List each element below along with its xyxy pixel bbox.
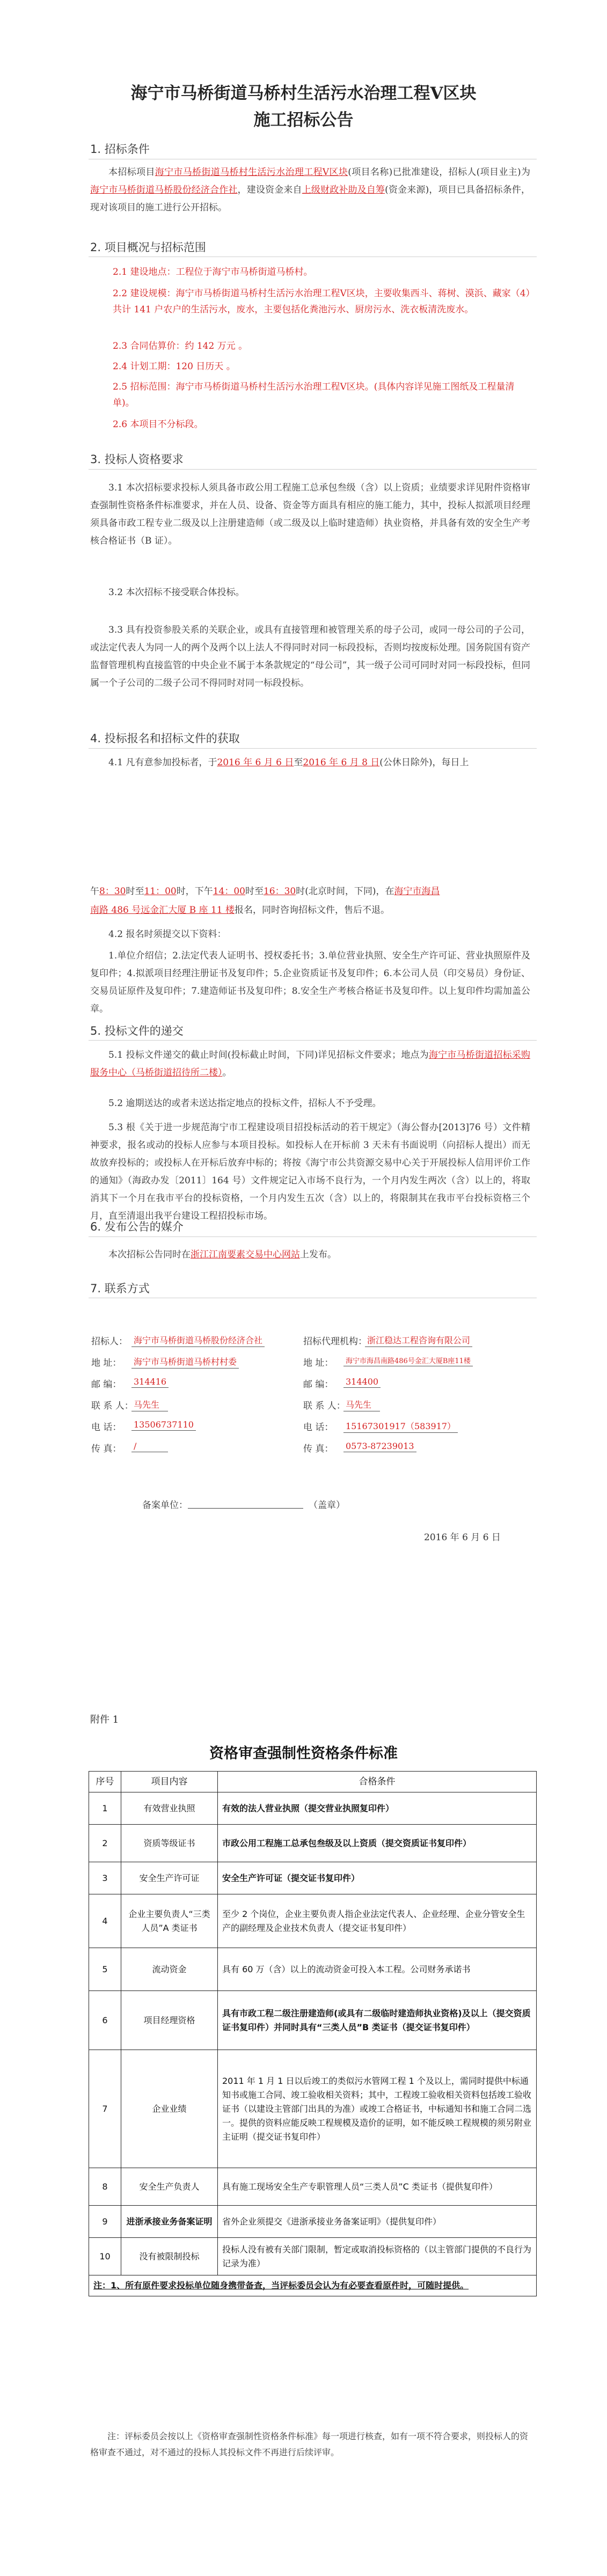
section-heading-4: 4. 投标报名和招标文件的获取 [90, 732, 240, 745]
row-item: 安全生产负责人 [121, 2168, 218, 2206]
row-no: 3 [89, 1862, 121, 1894]
project-item: 2.5 招标范围：海宁市马桥街道马桥村生活污水治理工程Ⅴ区块。(具体内容详见施工图纸及工程量清单)。 [113, 382, 515, 408]
qualification-paragraph: 3.1 本次招标要求投标人须具备市政公用工程施工总承包叁级（含）以上资质；业绩要求详见附件资格审查强制性资格条件标准要求，并在人员、设备、资金等方面具有相应的施工能力，其中，投标人拟派项目经理须具备市政工程专业二级及以上注册建造师（或二级及以上临时建造师）执业资格，并具备有效的安全生产考核合格证书（B 证）。 [90, 482, 530, 546]
table-row [89, 2050, 537, 2168]
table-row [89, 1948, 537, 1991]
annex-label: 附件 1 [90, 1714, 119, 1725]
signature-line [188, 1508, 303, 1509]
row-condition: 有效的法人营业执照（提交营业执照复印件） [218, 1792, 537, 1825]
annex-title: 资格审查强制性资格条件标准 [209, 1745, 398, 1762]
row-condition: 投标人没有被有关部门限制，暂定或取消投标资格的（以主管部门提供的不良行为记录为准） [218, 2238, 537, 2275]
registration-line2: 午8：30时至11：00时，下午14：00时至16：30时(北京时间，下同)，在海宁市海昌 [90, 886, 440, 897]
address-value: 海宁市马桥街道马桥村村委 [131, 1355, 239, 1368]
section-heading-7: 7. 联系方式 [90, 1282, 150, 1295]
row-no: 5 [89, 1948, 121, 1991]
table-row [89, 1991, 537, 2050]
contact-value: 马先生 [343, 1398, 380, 1411]
section-heading-5: 5. 投标文件的递交 [90, 1024, 184, 1037]
filing-unit-label: 备案单位： [142, 1500, 188, 1511]
row-condition: 市政公用工程施工总承包叁级及以上资质（提交资质证书复印件） [218, 1825, 537, 1862]
row-no: 10 [89, 2238, 121, 2275]
row-item: 没有被限制投标 [121, 2238, 218, 2275]
divider [89, 469, 537, 470]
qualification-paragraph: 3.3 具有投资参股关系的关联企业，或具有直接管理和被管理关系的母子公司，或同一母公司的子公司，或法定代表人为同一人的两个及两个以上法人不得同时对同一标段投标，否则均按废标处理。国务院国有资产监督管理机构直接监管的中央企业不属于本条款规定的“母公司”，其一级子公司可同时对同一标段投标，但同属一个子公司的二级子公司不得同时对同一标段投标。 [90, 625, 530, 689]
row-no: 2 [89, 1825, 121, 1862]
project-item: 2.4 计划工期：120 日历天 。 [113, 361, 236, 372]
table-row [89, 1894, 537, 1948]
divider [89, 748, 537, 749]
project-item: 2.3 合同估算价：约 142 万元 。 [113, 341, 248, 352]
row-condition: 具有 60 万（含）以上的流动资金可投入本工程。公司财务承诺书 [218, 1948, 537, 1991]
header-item: 项目内容 [121, 1772, 218, 1792]
qualification-paragraph: 3.2 本次招标不接受联合体投标。 [108, 587, 245, 598]
tel-value: 15167301917（583917） [343, 1419, 458, 1433]
project-item: 2.6 本项目不分标段。 [113, 419, 203, 430]
address-value: 海宁市海昌南路486号金汇大厦B座11楼 [343, 1355, 473, 1366]
row-condition: 2011 年 1 月 1 日以后竣工的类似污水管网工程 1 个及以上，需同时提供中标通知书或施工合同、竣工验收相关资料；其中，工程竣工验收相关资料包括竣工验收证书（以建设主管部门出具的为准）或竣工合格证书，中标通知书和施工合同二选一。提供的资料应能反映工程规模及造价的证明，如不能反映工程规模的须另附业主证明（提交证书复印件） [218, 2050, 537, 2168]
registration-line1: 4.1 凡有意参加投标者，于2016 年 6 月 6 日至2016 年 6 月 8 日(公休日除外)，每日上 [108, 757, 469, 768]
row-item: 资质等级证书 [121, 1825, 218, 1862]
label-zip: 邮 编： [303, 1379, 334, 1390]
header-condition: 合格条件 [218, 1772, 537, 1792]
row-no: 8 [89, 2168, 121, 2206]
label-contact: 联 系 人： [303, 1401, 346, 1411]
row-item: 流动资金 [121, 1948, 218, 1991]
row-condition: 安全生产许可证（提交证书复印件） [218, 1862, 537, 1894]
seal-text: （盖章） [309, 1500, 345, 1511]
label-contact: 联 系 人： [91, 1401, 134, 1411]
registration-line3: 南路 486 号远金汇大厦 B 座 11 楼报名，同时咨询招标文件，售后不退。 [90, 905, 390, 916]
row-condition: 至少 2 个岗位，企业主要负责人指企业法定代表人、企业经理、企业分管安全生产的副经理及企业技术负责人（提交证书复印件） [218, 1894, 537, 1948]
title-line2: 施工招标公告 [253, 111, 354, 130]
project-item: 2.2 建设规模：海宁市马桥街道马桥村生活污水治理工程Ⅴ区块，主要收集西斗、蒋树、漠浜、藏家（4）共计 141 户农户的生活污水，废水，主要包括化粪池污水、厨房污水、洗衣板清洗废水。 [113, 288, 531, 315]
table-row [89, 1825, 537, 1862]
table-footer-row [89, 2275, 537, 2296]
tenderer-value: 海宁市马桥街道马桥股份经济合社 [131, 1334, 265, 1347]
zip-value: 314416 [131, 1377, 169, 1388]
registration-docs-heading: 4.2 报名时须提交以下资料： [108, 929, 226, 940]
tender-condition-text: 本招标项目海宁市马桥街道马桥村生活污水治理工程Ⅴ区块(项目名称)已批准建设，招标人(项目业主)为海宁市马桥街道马桥股份经济合作社，建设资金来自上级财政补助及自筹(资金来源)，项目已具备招标条件，现对该项目的施工进行公开招标。 [90, 167, 531, 213]
row-item: 进浙承接业务备案证明 [121, 2206, 218, 2238]
annex-note: 注：评标委员会按以上《资格审查强制性资格条件标准》每一项进行核查，如有一项不符合要求，则投标人的资格审查不通过，对不通过的投标人其投标文件不再进行后续评审。 [90, 2431, 529, 2457]
submission-paragraph: 5.2 逾期送达的或者未送达指定地点的投标文件，招标人不予受理。 [108, 1098, 382, 1109]
divider [89, 1040, 537, 1041]
row-item: 企业业绩 [121, 2050, 218, 2168]
row-item: 项目经理资格 [121, 1991, 218, 2050]
label-tenderer: 招标人： [91, 1336, 128, 1347]
table-row [89, 2238, 537, 2275]
row-no: 1 [89, 1792, 121, 1825]
table-footer-note: 注：1、所有原件要求投标单位随身携带备查，当评标委员会认为有必要查看原件时，可随时提供。 [89, 2275, 537, 2296]
table-row [89, 2168, 537, 2206]
table-row [89, 2206, 537, 2238]
label-tel: 电 话： [91, 1422, 122, 1433]
label-fax: 传 真： [91, 1444, 122, 1454]
zip-value: 314400 [343, 1377, 381, 1388]
label-tel: 电 话： [303, 1422, 334, 1433]
table-row [89, 1792, 537, 1825]
section-heading-2: 2. 项目概况与招标范围 [90, 241, 206, 254]
signature-date: 2016 年 6 月 6 日 [424, 1532, 501, 1543]
table-row [89, 1862, 537, 1894]
submission-paragraph: 5.3 根《关于进一步规范海宁市工程建设项目招投标活动的若干规定》（海公督办[2013]76 号）文件精神要求，报名或动的投标人应参与本项目投标。如投标人在开标前 3 天未有书面说明（向招标人提出）而无故放弃投标的；或投标人在开标后放弃中标的；将按《海宁市公共资源交易中心关于开展投标人信用评价工作的通知》（海政办发〔2011〕164 号）文件规定记入市场不良行为，一个月内发生两次（含）以上的，将取消其下一个月在我市平台的投标资格，一个月内发生五次（含）以上的，将限制其在我市平台投标资格三个月，直至清退出我平台建设工程招投标市场。 [90, 1122, 530, 1221]
section-heading-3: 3. 投标人资格要求 [90, 453, 184, 466]
section-heading-6: 6. 发布公告的媒介 [90, 1220, 184, 1233]
row-condition: 省外企业须提交《进浙承接业务备案证明》（提供复印件） [218, 2206, 537, 2238]
row-item: 有效营业执照 [121, 1792, 218, 1825]
row-item: 企业主要负责人“三类人员”A 类证书 [121, 1894, 218, 1948]
fax-value: / [131, 1441, 168, 1452]
row-no: 9 [89, 2206, 121, 2238]
row-condition: 具有市政工程二级注册建造师(或具有二级临时建造师执业资格)及以上（提交资质证书复印件）并同时具有“三类人员”B 类证书（提交证书复印件） [218, 1991, 537, 2050]
divider [89, 1236, 537, 1237]
fax-value: 0573-87239013 [343, 1441, 416, 1452]
section-heading-1: 1. 招标条件 [90, 143, 150, 156]
registration-docs-list: 1.单位介绍信；2.法定代表人证明书、授权委托书；3.单位营业执照、安全生产许可证、营业执照原件及复印件；4.拟派项目经理注册证书及复印件；5.企业资质证书及复印件；6.本公司人员（印交易员）身份证、交易员证原件及复印件；7.建造师证书及复印件；8.安全生产考核合格证书及复印件。以上复印件均需加盖公章。 [90, 950, 530, 1014]
row-no: 4 [89, 1894, 121, 1948]
contact-value: 马先生 [131, 1398, 168, 1411]
row-no: 7 [89, 2050, 121, 2168]
row-item: 安全生产许可证 [121, 1862, 218, 1894]
agent-value: 浙江稳达工程咨询有限公司 [365, 1334, 472, 1347]
label-address: 地 址： [91, 1358, 122, 1368]
row-condition: 具有施工现场安全生产专职管理人员“三类人员”C 类证书（提供复印件） [218, 2168, 537, 2206]
label-fax: 传 真： [303, 1444, 334, 1454]
header-no: 序号 [89, 1772, 121, 1792]
label-address: 地 址： [303, 1358, 334, 1368]
row-no: 6 [89, 1991, 121, 2050]
media-text: 本次招标公告同时在浙江江南要素交易中心网站上发布。 [108, 1249, 337, 1260]
label-agent: 招标代理机构： [303, 1336, 367, 1347]
label-zip: 邮 编： [91, 1379, 122, 1390]
submission-paragraph: 5.1 投标文件递交的截止时间(投标截止时间，下同)详见招标文件要求；地点为海宁市马桥街道招标采购服务中心（马桥街道招待所二楼）。 [90, 1050, 531, 1078]
tel-value: 13506737110 [131, 1419, 196, 1431]
project-item: 2.1 建设地点：工程位于海宁市马桥街道马桥村。 [113, 267, 313, 277]
table-header-row [89, 1772, 537, 1792]
title-line1: 海宁市马桥街道马桥村生活污水治理工程Ⅴ区块 [130, 84, 477, 103]
qualification-table [89, 1771, 537, 2296]
